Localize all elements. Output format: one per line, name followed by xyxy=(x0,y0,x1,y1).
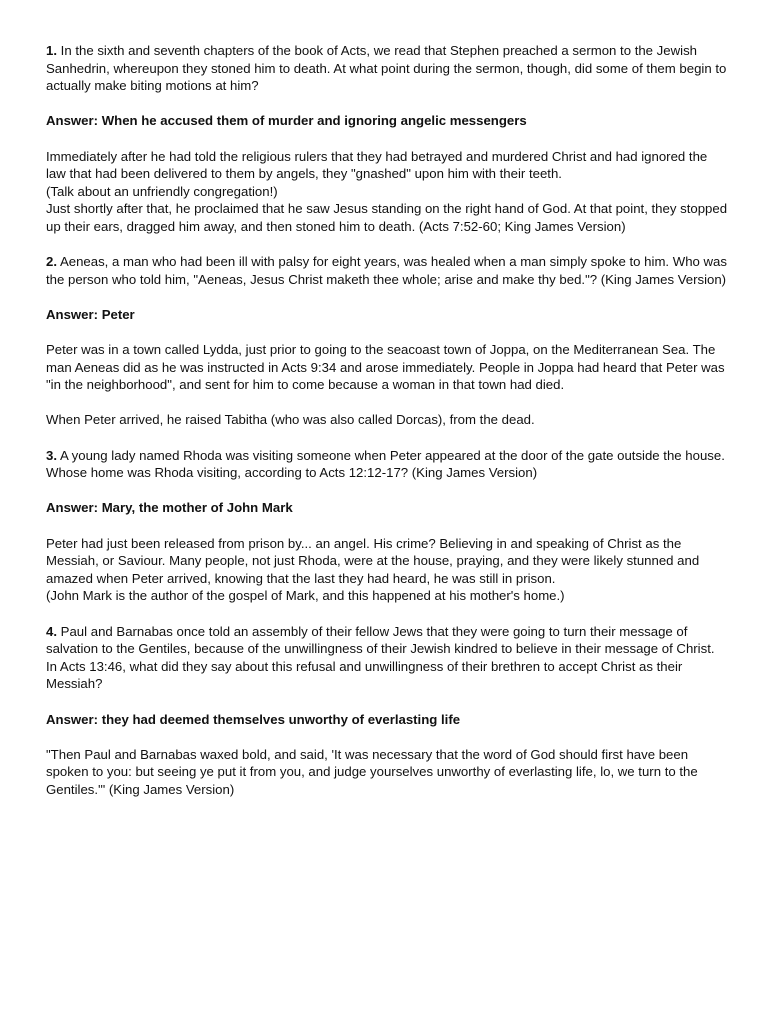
question-block-4 xyxy=(46,623,728,693)
question-block-3 xyxy=(46,447,728,482)
explanation-1-paragraph-1 xyxy=(46,148,728,236)
explanation-4-paragraph-1 xyxy=(46,746,728,799)
answer-2: Answer: Peter xyxy=(46,306,135,322)
question-text xyxy=(46,42,728,95)
question-line: In the sixth and seventh chapters of the book of Acts, we read that Stephen preached a sermon to the Jewish Sanhedrin, whereupon they stoned him to death. At what point during the sermon, though, did some of them begin to actually make biting motions at him? xyxy=(46,43,727,94)
explanation-2-paragraph-2 xyxy=(46,411,728,429)
answer-4: Answer: they had deemed themselves unworthy of everlasting life xyxy=(46,711,461,727)
question-number: 1. xyxy=(46,43,57,58)
answer-1: Answer: When he accused them of murder and ignoring angelic messengers xyxy=(46,113,527,129)
explanation-2-paragraph-1 xyxy=(46,341,728,394)
explanation-line: Peter had just been released from prison by... an angel. His crime? Believing in and speaking of Christ as the Messiah, or Saviour. Many people, not just Rhoda, were at the house, praying, and they were likely stunned and amazed when Peter arrived, knowing that the last they had heard, he was still in prison. xyxy=(46,535,700,586)
explanation-3-paragraph-1 xyxy=(46,535,728,605)
question-text xyxy=(46,623,728,658)
question-line: Aeneas, a man who had been ill with palsy for eight years, was healed when a man simply spoke to him. Who was the person who told him, "Aeneas, Jesus Christ maketh thee whole; arise and make thy bed."? (King James Version) xyxy=(46,254,727,287)
question-number: 4. xyxy=(46,623,57,639)
explanation-line: Peter was in a town called Lydda, just prior to going to the seacoast town of Joppa, on the Mediterranean Sea. The man Aeneas did as he was instructed in Acts 9:34 and arose immediately. People in Joppa had heard that Peter was "in the neighborhood", and sent for him to come because a woman in that town had died. xyxy=(46,342,725,393)
question-block-1 xyxy=(46,42,728,95)
question-line: A young lady named Rhoda was visiting someone when Peter appeared at the door of the gate outside the house. Whose home was Rhoda visiting, according to Acts 12:12-17? (King James Version) xyxy=(46,447,725,481)
question-text xyxy=(46,447,728,482)
answer-3: Answer: Mary, the mother of John Mark xyxy=(46,500,293,516)
question-number: 3. xyxy=(46,447,57,463)
question-line: Paul and Barnabas once told an assembly of their fellow Jews that they were going to turn their message of salvation to the Gentiles, because of the unwillingness of their Jewish kindred to believe in their message of Christ. xyxy=(46,623,715,657)
question-text xyxy=(46,253,728,288)
question-line: In Acts 13:46, what did they say about this refusal and unwillingness of their brethren to accept Christ as their Messiah? xyxy=(46,658,683,692)
explanation-line: (Talk about an unfriendly congregation!) xyxy=(46,183,278,199)
explanation-line: When Peter arrived, he raised Tabitha (who was also called Dorcas), from the dead. xyxy=(46,412,535,428)
explanation-line: Just shortly after that, he proclaimed that he saw Jesus standing on the right hand of God. At that point, they stopped up their ears, dragged him away, and then stoned him to death. (Acts 7:52-60; King James Version) xyxy=(46,201,728,234)
question-number: 2. xyxy=(46,254,57,270)
explanation-line: "Then Paul and Barnabas waxed bold, and said, 'It was necessary that the word of God should first have been spoken to you: but seeing ye put it from you, and judge yourselves unworthy of everlasting life, lo, we turn to the Gentiles.'" (King James Version) xyxy=(46,746,698,797)
explanation-line: Immediately after he had told the religious rulers that they had betrayed and murdered Christ and had ignored the law that had been delivered to them by angels, they "gnashed" upon him with their teeth. xyxy=(46,148,708,182)
question-block-2 xyxy=(46,253,728,288)
explanation-line: (John Mark is the author of the gospel of Mark, and this happened at his mother's home.) xyxy=(46,588,565,604)
